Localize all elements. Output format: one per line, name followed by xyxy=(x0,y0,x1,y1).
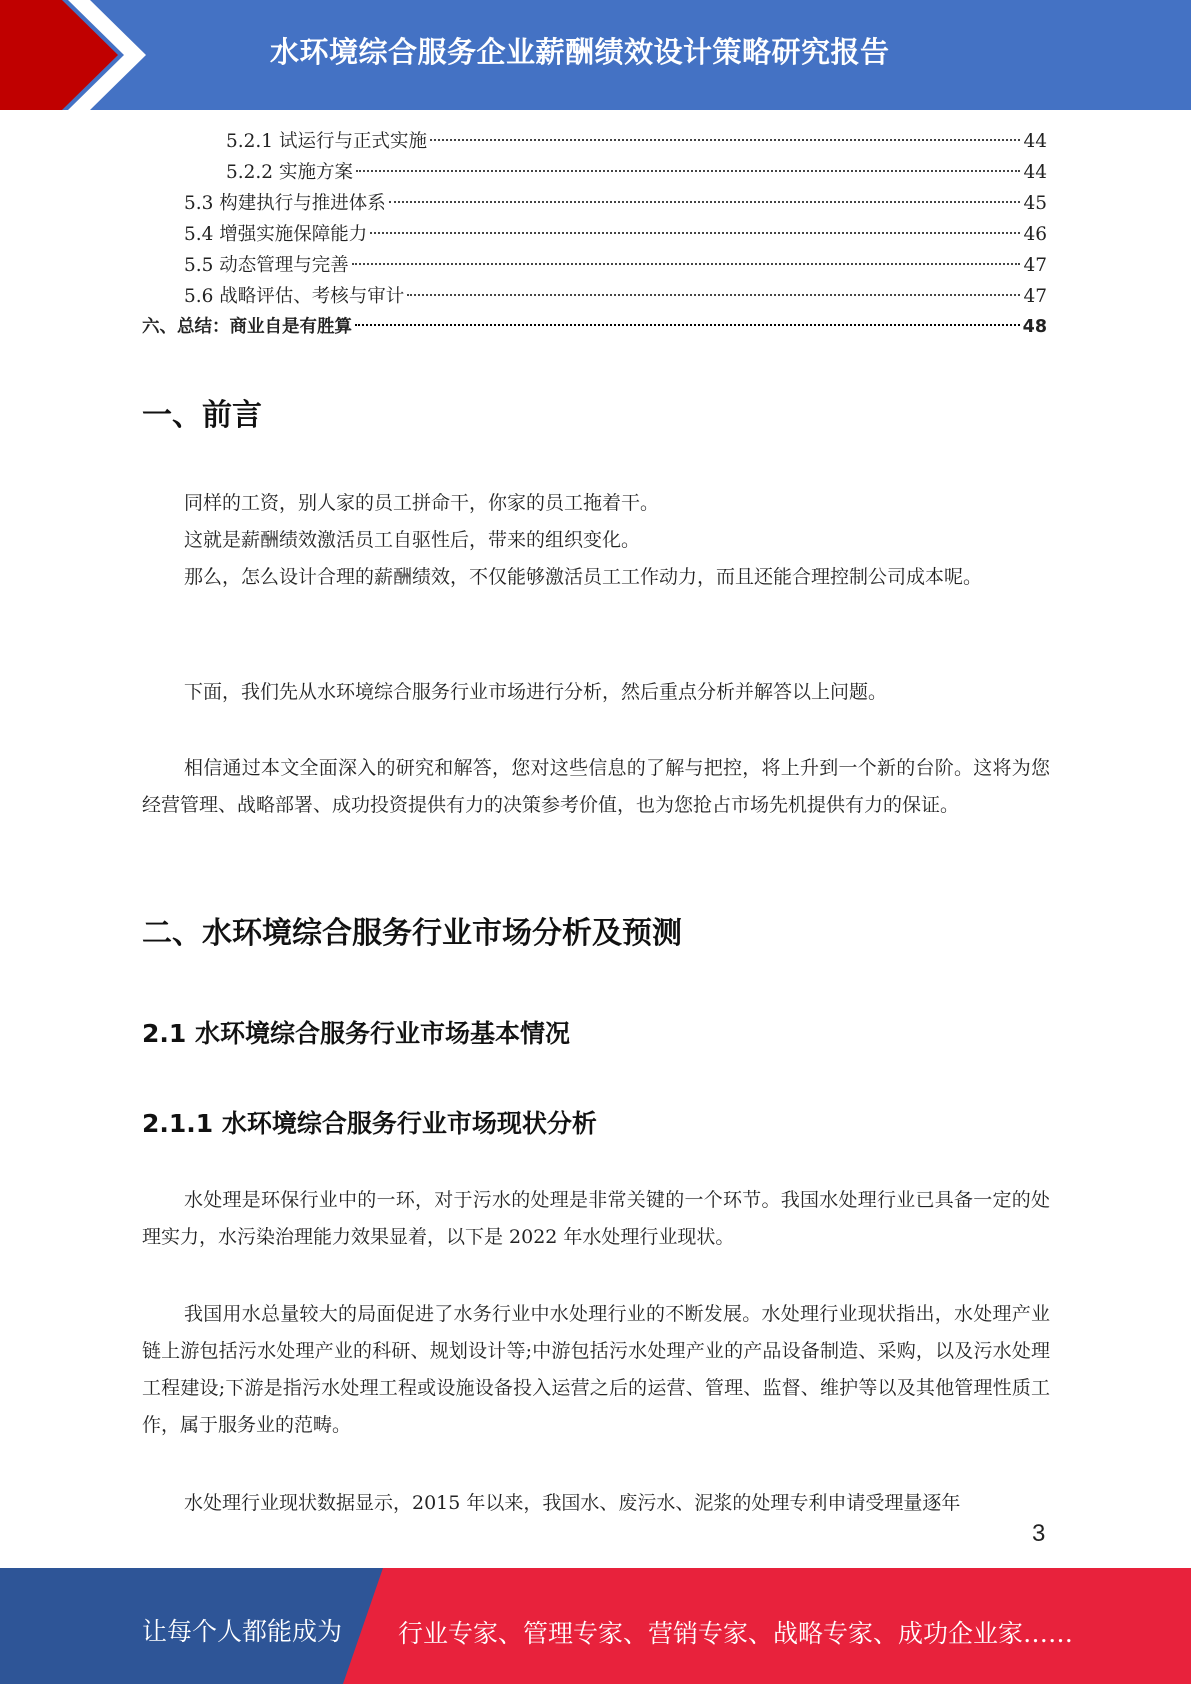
subsection-heading: 2.1 水环境综合服务行业市场基本情况 xyxy=(142,1019,570,1048)
body-paragraph: 水处理是环保行业中的一环，对于污水的处理是非常关键的一个环节。我国水处理行业已具备一定的处理实力，水污染治理能力效果显着，以下是 2022 年水处理行业现状。 xyxy=(142,1189,1050,1248)
header-banner xyxy=(0,0,1191,110)
toc-entry-label: 5.2.1 试运行与正式实施 xyxy=(226,131,427,152)
body-paragraph: 那么，怎么设计合理的薪酬绩效，不仅能够激活员工工作动力，而且还能合理控制公司成本呢。 xyxy=(184,566,983,588)
red-chevron-icon xyxy=(0,0,160,110)
toc-entry-label: 5.2.2 实施方案 xyxy=(226,162,353,183)
report-title: 水环境综合服务企业薪酬绩效设计策略研究报告 xyxy=(270,35,890,69)
toc-entry-label: 六、总结：商业自是有胜算 xyxy=(142,317,352,337)
toc-leader-dots xyxy=(407,294,1020,296)
toc-entry-page: 47 xyxy=(1023,255,1047,276)
toc-entry[interactable] xyxy=(226,157,1047,188)
toc-entry-page: 47 xyxy=(1023,286,1047,307)
toc-leader-dots xyxy=(352,263,1021,265)
section-heading-market: 二、水环境综合服务行业市场分析及预测 xyxy=(142,916,682,951)
toc-entry-page: 44 xyxy=(1023,131,1047,152)
toc-entry-page: 46 xyxy=(1023,224,1047,245)
toc-entry-label: 5.3 构建执行与推进体系 xyxy=(184,193,386,214)
body-paragraph: 相信通过本文全面深入的研究和解答，您对这些信息的了解与把控，将上升到一个新的台阶。这将为您经营管理、战略部署、成功投资提供有力的决策参考价值，也为您抢占市场先机提供有力的保证。 xyxy=(142,757,1050,816)
toc-entry-label: 5.6 战略评估、考核与审计 xyxy=(184,286,405,307)
toc-leader-dots xyxy=(356,170,1021,172)
toc-entry[interactable] xyxy=(142,312,1047,343)
toc-entry-label: 5.4 增强实施保障能力 xyxy=(184,224,368,245)
body-paragraph: 同样的工资，别人家的员工拼命干，你家的员工拖着干。 xyxy=(184,492,660,514)
body-paragraph: 水处理行业现状数据显示，2015 年以来，我国水、废污水、泥浆的处理专利申请受理量逐年 xyxy=(184,1492,961,1514)
toc-entry[interactable] xyxy=(184,188,1047,219)
footer-slogan-left: 让每个人都能成为 xyxy=(142,1617,343,1646)
toc-entry-page: 45 xyxy=(1023,193,1047,214)
toc-entry[interactable] xyxy=(184,219,1047,250)
footer-banner xyxy=(0,1568,1191,1684)
toc-leader-dots xyxy=(355,324,1020,326)
toc-leader-dots xyxy=(370,232,1020,234)
toc-leader-dots xyxy=(430,139,1020,141)
toc-entry[interactable] xyxy=(184,281,1047,312)
body-paragraph: 我国用水总量较大的局面促进了水务行业中水处理行业的不断发展。水处理行业现状指出，水处理产业链上游包括污水处理产业的科研、规划设计等;中游包括污水处理产业的产品设备制造、采购，以及污水处理工程建设;下游是指污水处理工程或设施设备投入运营之后的运营、管理、监督、维护等以及其他管理性质工作，属于服务业的范畴。 xyxy=(142,1303,1050,1436)
page-number: 3 xyxy=(1032,1520,1046,1547)
section-heading-preface: 一、前言 xyxy=(142,398,262,433)
footer-slogan-right: 行业专家、管理专家、营销专家、战略专家、成功企业家…… xyxy=(398,1619,1074,1648)
toc-entry-page: 48 xyxy=(1022,317,1047,337)
body-paragraph: 下面，我们先从水环境综合服务行业市场进行分析，然后重点分析并解答以上问题。 xyxy=(184,681,888,703)
body-paragraph: 这就是薪酬绩效激活员工自驱性后，带来的组织变化。 xyxy=(184,529,641,551)
toc-entry[interactable] xyxy=(184,250,1047,281)
toc-entry[interactable] xyxy=(226,126,1047,157)
toc-entry-label: 5.5 动态管理与完善 xyxy=(184,255,349,276)
toc-entry-page: 44 xyxy=(1023,162,1047,183)
subsection-heading: 2.1.1 水环境综合服务行业市场现状分析 xyxy=(142,1109,597,1138)
toc-leader-dots xyxy=(389,201,1021,203)
